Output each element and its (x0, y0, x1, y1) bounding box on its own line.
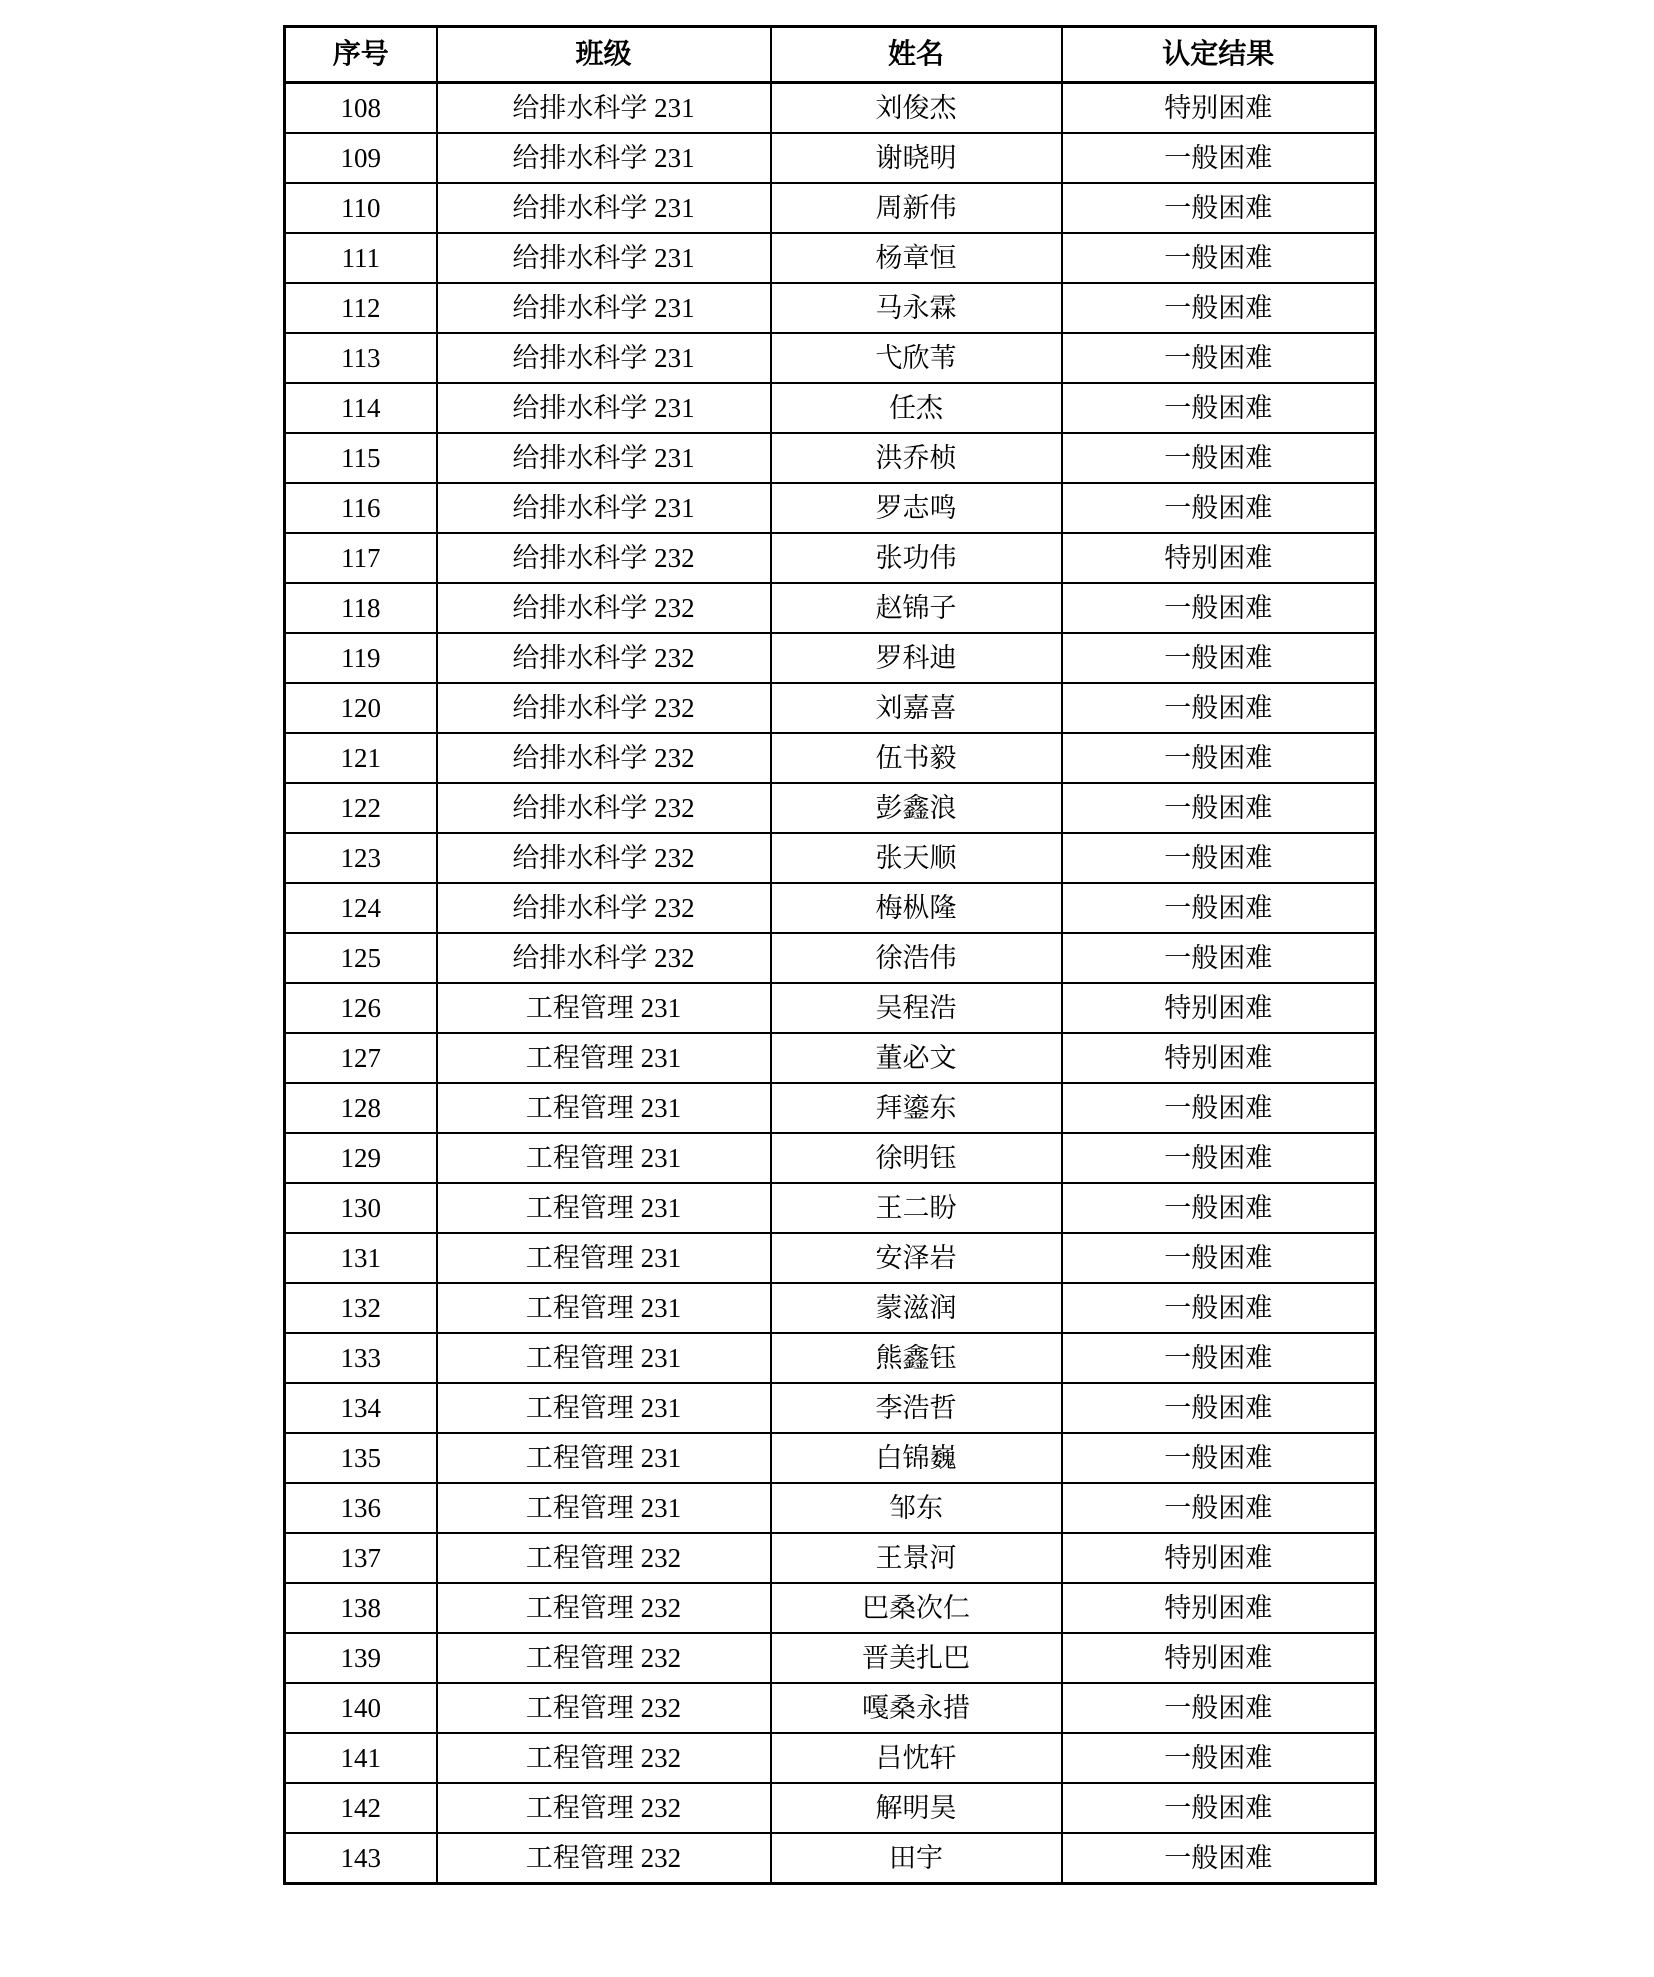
cell-class: 工程管理 231 (437, 1383, 771, 1433)
cell-name: 李浩哲 (771, 1383, 1062, 1433)
cell-result: 特别困难 (1062, 1033, 1376, 1083)
cell-name: 彭鑫浪 (771, 783, 1062, 833)
cell-result: 一般困难 (1062, 1383, 1376, 1433)
table-row (285, 483, 1376, 533)
cell-no: 115 (285, 433, 437, 483)
cell-name: 伍书毅 (771, 733, 1062, 783)
cell-name: 罗志鸣 (771, 483, 1062, 533)
cell-result: 一般困难 (1062, 283, 1376, 333)
cell-no: 135 (285, 1433, 437, 1483)
cell-no: 132 (285, 1283, 437, 1333)
table-row (285, 1833, 1376, 1884)
cell-name: 白锦巍 (771, 1433, 1062, 1483)
cell-class: 工程管理 231 (437, 983, 771, 1033)
cell-result: 一般困难 (1062, 1733, 1376, 1783)
cell-no: 111 (285, 233, 437, 283)
header-row (285, 27, 1376, 83)
cell-result: 一般困难 (1062, 633, 1376, 683)
cell-class: 工程管理 232 (437, 1683, 771, 1733)
cell-result: 一般困难 (1062, 1433, 1376, 1483)
cell-result: 一般困难 (1062, 1333, 1376, 1383)
table-row (285, 583, 1376, 633)
table-row (285, 1433, 1376, 1483)
cell-result: 一般困难 (1062, 233, 1376, 283)
cell-class: 给排水科学 231 (437, 83, 771, 134)
cell-result: 一般困难 (1062, 1183, 1376, 1233)
cell-name: 刘俊杰 (771, 83, 1062, 134)
cell-result: 一般困难 (1062, 733, 1376, 783)
cell-result: 一般困难 (1062, 783, 1376, 833)
table-row (285, 433, 1376, 483)
table-row (285, 283, 1376, 333)
header-cell-name: 姓名 (771, 27, 1062, 83)
header-cell-result: 认定结果 (1062, 27, 1376, 83)
cell-result: 一般困难 (1062, 1133, 1376, 1183)
table-row (285, 1733, 1376, 1783)
cell-result: 一般困难 (1062, 1833, 1376, 1884)
cell-name: 蒙滋润 (771, 1283, 1062, 1333)
cell-name: 赵锦子 (771, 583, 1062, 633)
table-row (285, 883, 1376, 933)
table-row (285, 1683, 1376, 1733)
table-row (285, 783, 1376, 833)
table-row (285, 733, 1376, 783)
table-row (285, 83, 1376, 134)
cell-name: 拜鎏东 (771, 1083, 1062, 1133)
cell-result: 特别困难 (1062, 1583, 1376, 1633)
cell-name: 邹东 (771, 1483, 1062, 1533)
cell-class: 工程管理 231 (437, 1333, 771, 1383)
table-row (285, 1383, 1376, 1433)
cell-no: 140 (285, 1683, 437, 1733)
cell-result: 一般困难 (1062, 433, 1376, 483)
cell-class: 工程管理 231 (437, 1433, 771, 1483)
cell-result: 一般困难 (1062, 1783, 1376, 1833)
cell-result: 一般困难 (1062, 483, 1376, 533)
cell-class: 给排水科学 232 (437, 633, 771, 683)
cell-name: 洪乔桢 (771, 433, 1062, 483)
cell-no: 121 (285, 733, 437, 783)
table-row (285, 133, 1376, 183)
cell-result: 一般困难 (1062, 133, 1376, 183)
cell-name: 张功伟 (771, 533, 1062, 583)
cell-result: 一般困难 (1062, 1483, 1376, 1533)
table-row (285, 383, 1376, 433)
table-body (285, 83, 1376, 1884)
cell-class: 给排水科学 232 (437, 783, 771, 833)
cell-class: 给排水科学 231 (437, 483, 771, 533)
cell-class: 给排水科学 232 (437, 683, 771, 733)
cell-class: 给排水科学 231 (437, 233, 771, 283)
cell-no: 136 (285, 1483, 437, 1533)
cell-no: 125 (285, 933, 437, 983)
cell-name: 梅枞隆 (771, 883, 1062, 933)
cell-no: 137 (285, 1533, 437, 1583)
cell-result: 一般困难 (1062, 183, 1376, 233)
table-row (285, 983, 1376, 1033)
cell-result: 特别困难 (1062, 983, 1376, 1033)
cell-name: 巴桑次仁 (771, 1583, 1062, 1633)
table-row (285, 333, 1376, 383)
cell-result: 一般困难 (1062, 1083, 1376, 1133)
cell-name: 弋欣苇 (771, 333, 1062, 383)
cell-result: 一般困难 (1062, 383, 1376, 433)
cell-no: 124 (285, 883, 437, 933)
cell-class: 工程管理 232 (437, 1533, 771, 1583)
cell-class: 工程管理 232 (437, 1633, 771, 1683)
cell-name: 罗科迪 (771, 633, 1062, 683)
cell-no: 142 (285, 1783, 437, 1833)
table-row (285, 1783, 1376, 1833)
cell-no: 120 (285, 683, 437, 733)
table-row (285, 1083, 1376, 1133)
cell-name: 安泽岩 (771, 1233, 1062, 1283)
cell-name: 熊鑫钰 (771, 1333, 1062, 1383)
cell-name: 任杰 (771, 383, 1062, 433)
cell-no: 128 (285, 1083, 437, 1133)
table-row (285, 183, 1376, 233)
cell-name: 杨章恒 (771, 233, 1062, 283)
cell-class: 给排水科学 231 (437, 383, 771, 433)
table-row (285, 1283, 1376, 1333)
cell-no: 118 (285, 583, 437, 633)
cell-name: 刘嘉喜 (771, 683, 1062, 733)
cell-name: 晋美扎巴 (771, 1633, 1062, 1683)
cell-no: 112 (285, 283, 437, 333)
table-row (285, 533, 1376, 583)
cell-no: 113 (285, 333, 437, 383)
cell-no: 109 (285, 133, 437, 183)
cell-result: 一般困难 (1062, 333, 1376, 383)
table-row (285, 1333, 1376, 1383)
cell-class: 工程管理 231 (437, 1183, 771, 1233)
table-row (285, 933, 1376, 983)
cell-result: 特别困难 (1062, 83, 1376, 134)
cell-class: 给排水科学 231 (437, 133, 771, 183)
cell-class: 工程管理 232 (437, 1583, 771, 1633)
cell-result: 一般困难 (1062, 1283, 1376, 1333)
cell-class: 给排水科学 231 (437, 333, 771, 383)
cell-no: 129 (285, 1133, 437, 1183)
cell-no: 123 (285, 833, 437, 883)
cell-no: 127 (285, 1033, 437, 1083)
cell-name: 吴程浩 (771, 983, 1062, 1033)
cell-name: 嘎桑永措 (771, 1683, 1062, 1733)
cell-no: 141 (285, 1733, 437, 1783)
table-header (285, 27, 1376, 83)
cell-result: 特别困难 (1062, 1533, 1376, 1583)
table-row (285, 1033, 1376, 1083)
cell-class: 工程管理 231 (437, 1133, 771, 1183)
cell-result: 一般困难 (1062, 583, 1376, 633)
cell-name: 吕忱轩 (771, 1733, 1062, 1783)
student-assistance-table (283, 25, 1377, 1885)
cell-result: 一般困难 (1062, 1233, 1376, 1283)
table-row (285, 1233, 1376, 1283)
cell-no: 114 (285, 383, 437, 433)
cell-no: 130 (285, 1183, 437, 1233)
cell-no: 134 (285, 1383, 437, 1433)
cell-class: 给排水科学 232 (437, 533, 771, 583)
cell-name: 张天顺 (771, 833, 1062, 883)
cell-class: 给排水科学 232 (437, 733, 771, 783)
cell-no: 117 (285, 533, 437, 583)
cell-no: 119 (285, 633, 437, 683)
table-row (285, 683, 1376, 733)
cell-name: 谢晓明 (771, 133, 1062, 183)
cell-class: 工程管理 231 (437, 1033, 771, 1083)
cell-result: 一般困难 (1062, 883, 1376, 933)
cell-class: 工程管理 231 (437, 1083, 771, 1133)
cell-no: 108 (285, 83, 437, 134)
cell-class: 给排水科学 232 (437, 583, 771, 633)
header-cell-class: 班级 (437, 27, 771, 83)
cell-name: 马永霖 (771, 283, 1062, 333)
cell-name: 徐明钰 (771, 1133, 1062, 1183)
cell-name: 周新伟 (771, 183, 1062, 233)
table-row (285, 1483, 1376, 1533)
table-row (285, 1583, 1376, 1633)
cell-class: 工程管理 231 (437, 1283, 771, 1333)
cell-no: 143 (285, 1833, 437, 1884)
table-row (285, 1133, 1376, 1183)
cell-class: 工程管理 231 (437, 1483, 771, 1533)
cell-name: 解明昊 (771, 1783, 1062, 1833)
cell-no: 131 (285, 1233, 437, 1283)
table-row (285, 233, 1376, 283)
cell-name: 徐浩伟 (771, 933, 1062, 983)
cell-class: 工程管理 232 (437, 1733, 771, 1783)
cell-class: 给排水科学 232 (437, 933, 771, 983)
table-row (285, 1533, 1376, 1583)
table-row (285, 1633, 1376, 1683)
cell-no: 126 (285, 983, 437, 1033)
cell-result: 一般困难 (1062, 833, 1376, 883)
cell-result: 一般困难 (1062, 683, 1376, 733)
cell-no: 116 (285, 483, 437, 533)
table-row (285, 633, 1376, 683)
cell-no: 110 (285, 183, 437, 233)
cell-name: 田宇 (771, 1833, 1062, 1884)
cell-result: 特别困难 (1062, 533, 1376, 583)
cell-name: 王二盼 (771, 1183, 1062, 1233)
cell-no: 133 (285, 1333, 437, 1383)
cell-name: 董必文 (771, 1033, 1062, 1083)
cell-result: 特别困难 (1062, 1633, 1376, 1683)
table-row (285, 1183, 1376, 1233)
cell-class: 给排水科学 232 (437, 883, 771, 933)
cell-class: 工程管理 232 (437, 1833, 771, 1884)
cell-no: 138 (285, 1583, 437, 1633)
cell-name: 王景河 (771, 1533, 1062, 1583)
cell-no: 139 (285, 1633, 437, 1683)
cell-class: 给排水科学 232 (437, 833, 771, 883)
cell-no: 122 (285, 783, 437, 833)
cell-class: 工程管理 231 (437, 1233, 771, 1283)
cell-class: 给排水科学 231 (437, 183, 771, 233)
table-row (285, 833, 1376, 883)
cell-result: 一般困难 (1062, 1683, 1376, 1733)
cell-class: 给排水科学 231 (437, 283, 771, 333)
cell-result: 一般困难 (1062, 933, 1376, 983)
cell-class: 工程管理 232 (437, 1783, 771, 1833)
cell-class: 给排水科学 231 (437, 433, 771, 483)
header-cell-no: 序号 (285, 27, 437, 83)
